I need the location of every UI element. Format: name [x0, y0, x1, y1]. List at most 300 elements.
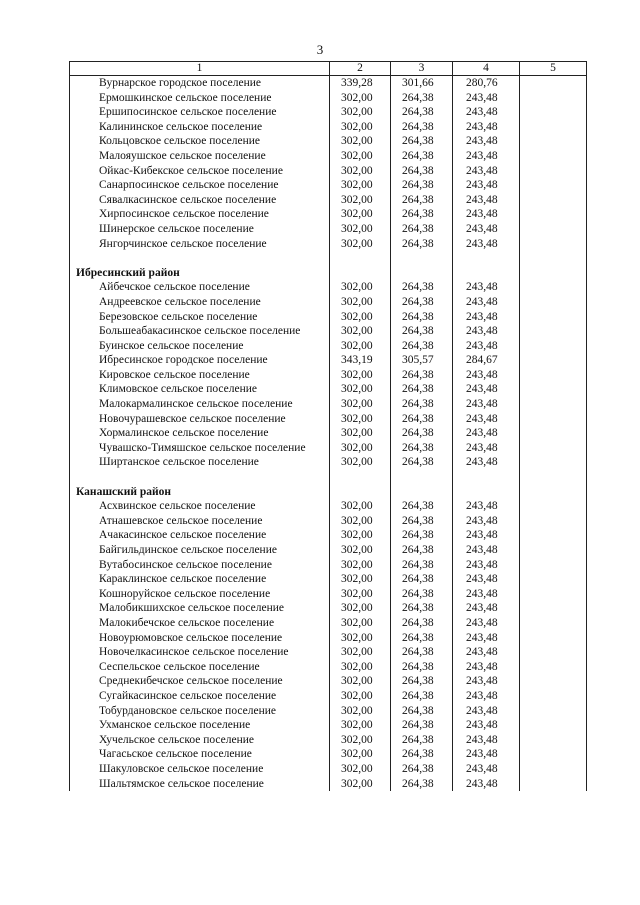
value-col-4: 243,48: [453, 645, 520, 660]
value-col-3: 264,38: [391, 718, 453, 733]
empty-cell: [453, 485, 520, 500]
value-col-4: 280,76: [453, 76, 520, 91]
settlement-name: Тобурдановское сельское поселение: [70, 704, 330, 719]
value-col-5: [520, 704, 587, 719]
table-row: [70, 616, 587, 631]
value-col-5: [520, 382, 587, 397]
settlement-name: Малокармалинское сельское поселение: [70, 397, 330, 412]
table-row: [70, 295, 587, 310]
table-row: [70, 426, 587, 441]
value-col-4: 243,48: [453, 762, 520, 777]
value-col-4: 243,48: [453, 704, 520, 719]
value-col-5: [520, 426, 587, 441]
spacer-row: [70, 251, 587, 266]
value-col-3: 264,38: [391, 674, 453, 689]
value-col-3: 264,38: [391, 382, 453, 397]
empty-cell: [330, 485, 391, 500]
value-col-4: 243,48: [453, 528, 520, 543]
value-col-4: 243,48: [453, 237, 520, 252]
value-col-4: 243,48: [453, 441, 520, 456]
value-col-5: [520, 149, 587, 164]
settlement-name: Малояушское сельское поселение: [70, 149, 330, 164]
column-header-5: 5: [520, 62, 587, 76]
settlement-name: Большеабакасинское сельское поселение: [70, 324, 330, 339]
value-col-4: 243,48: [453, 616, 520, 631]
settlement-name: Новочелкасинское сельское поселение: [70, 645, 330, 660]
value-col-2: 302,00: [330, 718, 391, 733]
settlement-name: Калининское сельское поселение: [70, 120, 330, 135]
table-row: [70, 645, 587, 660]
value-col-5: [520, 601, 587, 616]
settlement-name: Ершипосинское сельское поселение: [70, 105, 330, 120]
value-col-5: [520, 660, 587, 675]
value-col-5: [520, 207, 587, 222]
settlement-name: Ермошкинское сельское поселение: [70, 91, 330, 106]
table-row: [70, 178, 587, 193]
settlement-name: Чувашско-Тимяшское сельское поселение: [70, 441, 330, 456]
empty-cell: [391, 470, 453, 485]
value-col-3: 264,38: [391, 397, 453, 412]
settlement-name: Вутабосинское сельское поселение: [70, 558, 330, 573]
value-col-2: 302,00: [330, 572, 391, 587]
empty-cell: [520, 266, 587, 281]
table-row: [70, 558, 587, 573]
value-col-3: 264,38: [391, 616, 453, 631]
value-col-5: [520, 616, 587, 631]
section-heading-row: [70, 485, 587, 500]
value-col-5: [520, 324, 587, 339]
value-col-2: 302,00: [330, 528, 391, 543]
value-col-3: 264,38: [391, 368, 453, 383]
value-col-5: [520, 310, 587, 325]
value-col-2: 302,00: [330, 310, 391, 325]
settlement-name: Сугайкасинское сельское поселение: [70, 689, 330, 704]
table-row: [70, 660, 587, 675]
value-col-2: 302,00: [330, 120, 391, 135]
table-row: [70, 762, 587, 777]
value-col-5: [520, 762, 587, 777]
value-col-4: 243,48: [453, 543, 520, 558]
value-col-3: 264,38: [391, 178, 453, 193]
value-col-3: 264,38: [391, 572, 453, 587]
settlement-name: Ачакасинское сельское поселение: [70, 528, 330, 543]
table-row: [70, 193, 587, 208]
value-col-3: 264,38: [391, 704, 453, 719]
value-col-4: 243,48: [453, 193, 520, 208]
value-col-2: 302,00: [330, 368, 391, 383]
value-col-2: 302,00: [330, 295, 391, 310]
value-col-2: 302,00: [330, 689, 391, 704]
value-col-4: 243,48: [453, 514, 520, 529]
value-col-5: [520, 353, 587, 368]
table-row: [70, 310, 587, 325]
settlement-name: Шинерское сельское поселение: [70, 222, 330, 237]
value-col-2: 302,00: [330, 777, 391, 792]
settlement-name: Айбечское сельское поселение: [70, 280, 330, 295]
value-col-2: 302,00: [330, 733, 391, 748]
value-col-3: 264,38: [391, 631, 453, 646]
settlement-name: Малобикшихское сельское поселение: [70, 601, 330, 616]
value-col-4: 243,48: [453, 587, 520, 602]
value-col-2: 302,00: [330, 149, 391, 164]
value-col-4: 243,48: [453, 412, 520, 427]
table-row: [70, 339, 587, 354]
value-col-3: 264,38: [391, 207, 453, 222]
spacer-row: [70, 470, 587, 485]
empty-cell: [391, 485, 453, 500]
empty-cell: [391, 266, 453, 281]
empty-cell: [330, 251, 391, 266]
value-col-5: [520, 412, 587, 427]
value-col-3: 301,66: [391, 76, 453, 91]
value-col-4: 243,48: [453, 149, 520, 164]
value-col-3: 305,57: [391, 353, 453, 368]
table-row: [70, 222, 587, 237]
table-header-row: [70, 62, 587, 76]
value-col-4: 243,48: [453, 572, 520, 587]
value-col-3: 264,38: [391, 777, 453, 792]
value-col-2: 302,00: [330, 674, 391, 689]
value-col-2: 302,00: [330, 514, 391, 529]
value-col-2: 302,00: [330, 164, 391, 179]
value-col-4: 243,48: [453, 368, 520, 383]
value-col-4: 243,48: [453, 295, 520, 310]
settlement-name: Андреевское сельское поселение: [70, 295, 330, 310]
value-col-5: [520, 76, 587, 91]
value-col-5: [520, 645, 587, 660]
settlement-name: Атнашевское сельское поселение: [70, 514, 330, 529]
value-col-4: 243,48: [453, 280, 520, 295]
settlement-name: Новочурашевское сельское поселение: [70, 412, 330, 427]
value-col-4: 243,48: [453, 164, 520, 179]
value-col-4: 243,48: [453, 207, 520, 222]
settlement-name: Буинское сельское поселение: [70, 339, 330, 354]
value-col-5: [520, 455, 587, 470]
value-col-4: 243,48: [453, 499, 520, 514]
value-col-4: 243,48: [453, 601, 520, 616]
empty-cell: [453, 251, 520, 266]
value-col-2: 302,00: [330, 601, 391, 616]
value-col-3: 264,38: [391, 164, 453, 179]
value-col-5: [520, 237, 587, 252]
table-row: [70, 382, 587, 397]
settlement-name: Среднекибечское сельское поселение: [70, 674, 330, 689]
table-row: [70, 324, 587, 339]
value-col-4: 243,48: [453, 777, 520, 792]
value-col-2: 302,00: [330, 105, 391, 120]
column-header-1: 1: [70, 62, 330, 76]
value-col-3: 264,38: [391, 733, 453, 748]
value-col-5: [520, 368, 587, 383]
value-col-4: 243,48: [453, 105, 520, 120]
value-col-2: 302,00: [330, 412, 391, 427]
value-col-5: [520, 193, 587, 208]
table-row: [70, 733, 587, 748]
value-col-2: 302,00: [330, 324, 391, 339]
value-col-4: 243,48: [453, 339, 520, 354]
value-col-2: 302,00: [330, 397, 391, 412]
value-col-2: 302,00: [330, 499, 391, 514]
value-col-2: 302,00: [330, 134, 391, 149]
column-header-4: 4: [453, 62, 520, 76]
empty-cell: [330, 470, 391, 485]
value-col-3: 264,38: [391, 499, 453, 514]
empty-cell: [70, 470, 330, 485]
value-col-4: 243,48: [453, 660, 520, 675]
table-row: [70, 704, 587, 719]
value-col-3: 264,38: [391, 310, 453, 325]
table-row: [70, 514, 587, 529]
settlement-name: Янгорчинское сельское поселение: [70, 237, 330, 252]
value-col-5: [520, 543, 587, 558]
section-heading-row: [70, 266, 587, 281]
value-col-2: 343,19: [330, 353, 391, 368]
settlement-name: Климовское сельское поселение: [70, 382, 330, 397]
settlement-name: Хучельское сельское поселение: [70, 733, 330, 748]
value-col-3: 264,38: [391, 426, 453, 441]
value-col-2: 302,00: [330, 178, 391, 193]
value-col-3: 264,38: [391, 237, 453, 252]
settlement-name: Ибресинское городское поселение: [70, 353, 330, 368]
value-col-3: 264,38: [391, 747, 453, 762]
value-col-3: 264,38: [391, 105, 453, 120]
table-row: [70, 455, 587, 470]
value-col-4: 243,48: [453, 689, 520, 704]
empty-cell: [520, 485, 587, 500]
settlement-name: Шальтямское сельское поселение: [70, 777, 330, 792]
value-col-4: 243,48: [453, 222, 520, 237]
value-col-5: [520, 178, 587, 193]
table-row: [70, 164, 587, 179]
settlement-name: Ойкас-Кибекское сельское поселение: [70, 164, 330, 179]
table-row: [70, 91, 587, 106]
table-row: [70, 777, 587, 792]
table-row: [70, 528, 587, 543]
value-col-5: [520, 295, 587, 310]
empty-cell: [453, 470, 520, 485]
value-col-2: 339,28: [330, 76, 391, 91]
table-row: [70, 674, 587, 689]
value-col-4: 243,48: [453, 426, 520, 441]
value-col-3: 264,38: [391, 689, 453, 704]
value-col-3: 264,38: [391, 324, 453, 339]
settlement-name: Сявалкасинское сельское поселение: [70, 193, 330, 208]
value-col-4: 243,48: [453, 178, 520, 193]
settlement-name: Березовское сельское поселение: [70, 310, 330, 325]
value-col-3: 264,38: [391, 558, 453, 573]
value-col-4: 243,48: [453, 733, 520, 748]
settlement-name: Кольцовское сельское поселение: [70, 134, 330, 149]
settlement-name: Кировское сельское поселение: [70, 368, 330, 383]
value-col-5: [520, 280, 587, 295]
value-col-4: 243,48: [453, 674, 520, 689]
table-row: [70, 543, 587, 558]
value-col-4: 243,48: [453, 718, 520, 733]
value-col-5: [520, 631, 587, 646]
table-row: [70, 718, 587, 733]
value-col-2: 302,00: [330, 587, 391, 602]
table-row: [70, 587, 587, 602]
value-col-3: 264,38: [391, 660, 453, 675]
value-col-2: 302,00: [330, 747, 391, 762]
table-row: [70, 631, 587, 646]
table-row: [70, 572, 587, 587]
value-col-5: [520, 91, 587, 106]
empty-cell: [520, 470, 587, 485]
value-col-2: 302,00: [330, 193, 391, 208]
table-row: [70, 149, 587, 164]
settlement-name: Шакуловское сельское поселение: [70, 762, 330, 777]
value-col-5: [520, 528, 587, 543]
value-col-3: 264,38: [391, 441, 453, 456]
column-header-2: 2: [330, 62, 391, 76]
value-col-2: 302,00: [330, 704, 391, 719]
value-col-2: 302,00: [330, 660, 391, 675]
value-col-3: 264,38: [391, 543, 453, 558]
value-col-3: 264,38: [391, 222, 453, 237]
value-col-2: 302,00: [330, 91, 391, 106]
settlement-name: Ширтанское сельское поселение: [70, 455, 330, 470]
table-row: [70, 747, 587, 762]
value-col-2: 302,00: [330, 762, 391, 777]
table-body: [70, 76, 587, 792]
value-col-3: 264,38: [391, 193, 453, 208]
settlement-name: Хормалинское сельское поселение: [70, 426, 330, 441]
value-col-5: [520, 747, 587, 762]
value-col-5: [520, 587, 587, 602]
value-col-5: [520, 777, 587, 792]
value-col-3: 264,38: [391, 280, 453, 295]
value-col-3: 264,38: [391, 601, 453, 616]
settlement-name: Хирпосинское сельское поселение: [70, 207, 330, 222]
value-col-5: [520, 134, 587, 149]
value-col-5: [520, 514, 587, 529]
settlement-name: Сеспельское сельское поселение: [70, 660, 330, 675]
settlement-name: Асхвинское сельское поселение: [70, 499, 330, 514]
value-col-4: 243,48: [453, 120, 520, 135]
table-row: [70, 601, 587, 616]
table-row: [70, 368, 587, 383]
value-col-2: 302,00: [330, 543, 391, 558]
value-col-5: [520, 441, 587, 456]
settlement-name: Малокибечское сельское поселение: [70, 616, 330, 631]
value-col-4: 243,48: [453, 558, 520, 573]
value-col-2: 302,00: [330, 455, 391, 470]
table-row: [70, 412, 587, 427]
value-col-2: 302,00: [330, 237, 391, 252]
settlement-name: Новоурюмовское сельское поселение: [70, 631, 330, 646]
empty-cell: [70, 251, 330, 266]
table-row: [70, 353, 587, 368]
table-row: [70, 397, 587, 412]
value-col-3: 264,38: [391, 120, 453, 135]
value-col-4: 243,48: [453, 310, 520, 325]
value-col-3: 264,38: [391, 587, 453, 602]
value-col-3: 264,38: [391, 339, 453, 354]
table-row: [70, 237, 587, 252]
settlement-name: Чагасьское сельское поселение: [70, 747, 330, 762]
value-col-3: 264,38: [391, 528, 453, 543]
value-col-2: 302,00: [330, 645, 391, 660]
value-col-2: 302,00: [330, 558, 391, 573]
column-header-3: 3: [391, 62, 453, 76]
value-col-5: [520, 689, 587, 704]
value-col-3: 264,38: [391, 91, 453, 106]
settlement-name: Санарпосинское сельское поселение: [70, 178, 330, 193]
value-col-4: 243,48: [453, 631, 520, 646]
section-heading: Канашский район: [70, 485, 330, 500]
value-col-5: [520, 222, 587, 237]
value-col-5: [520, 572, 587, 587]
value-col-4: 243,48: [453, 382, 520, 397]
value-col-4: 243,48: [453, 134, 520, 149]
value-col-3: 264,38: [391, 295, 453, 310]
value-col-2: 302,00: [330, 631, 391, 646]
value-col-4: 284,67: [453, 353, 520, 368]
value-col-2: 302,00: [330, 339, 391, 354]
value-col-4: 243,48: [453, 397, 520, 412]
value-col-4: 243,48: [453, 455, 520, 470]
value-col-3: 264,38: [391, 134, 453, 149]
value-col-5: [520, 674, 587, 689]
value-col-4: 243,48: [453, 91, 520, 106]
value-col-5: [520, 499, 587, 514]
value-col-5: [520, 397, 587, 412]
value-col-5: [520, 105, 587, 120]
settlement-name: Ухманское сельское поселение: [70, 718, 330, 733]
value-col-5: [520, 558, 587, 573]
value-col-4: 243,48: [453, 747, 520, 762]
settlement-name: Вурнарское городское поселение: [70, 76, 330, 91]
value-col-3: 264,38: [391, 514, 453, 529]
table-row: [70, 120, 587, 135]
empty-cell: [453, 266, 520, 281]
value-col-2: 302,00: [330, 441, 391, 456]
empty-cell: [330, 266, 391, 281]
table-row: [70, 105, 587, 120]
value-col-2: 302,00: [330, 280, 391, 295]
value-col-3: 264,38: [391, 412, 453, 427]
table-row: [70, 499, 587, 514]
table-row: [70, 441, 587, 456]
value-col-3: 264,38: [391, 149, 453, 164]
table-row: [70, 207, 587, 222]
value-col-5: [520, 718, 587, 733]
page-number: 3: [316, 42, 324, 57]
value-col-3: 264,38: [391, 762, 453, 777]
table-row: [70, 689, 587, 704]
table-row: [70, 280, 587, 295]
settlement-name: Кошноруйское сельское поселение: [70, 587, 330, 602]
settlement-name: Караклинское сельское поселение: [70, 572, 330, 587]
empty-cell: [391, 251, 453, 266]
table-row: [70, 134, 587, 149]
empty-cell: [520, 251, 587, 266]
value-col-2: 302,00: [330, 616, 391, 631]
value-col-2: 302,00: [330, 382, 391, 397]
tariff-table: [69, 61, 587, 791]
value-col-3: 264,38: [391, 645, 453, 660]
value-col-5: [520, 339, 587, 354]
value-col-2: 302,00: [330, 207, 391, 222]
settlement-name: Байгильдинское сельское поселение: [70, 543, 330, 558]
section-heading: Ибресинский район: [70, 266, 330, 281]
value-col-3: 264,38: [391, 455, 453, 470]
value-col-4: 243,48: [453, 324, 520, 339]
value-col-5: [520, 164, 587, 179]
table-row: [70, 76, 587, 91]
value-col-5: [520, 733, 587, 748]
